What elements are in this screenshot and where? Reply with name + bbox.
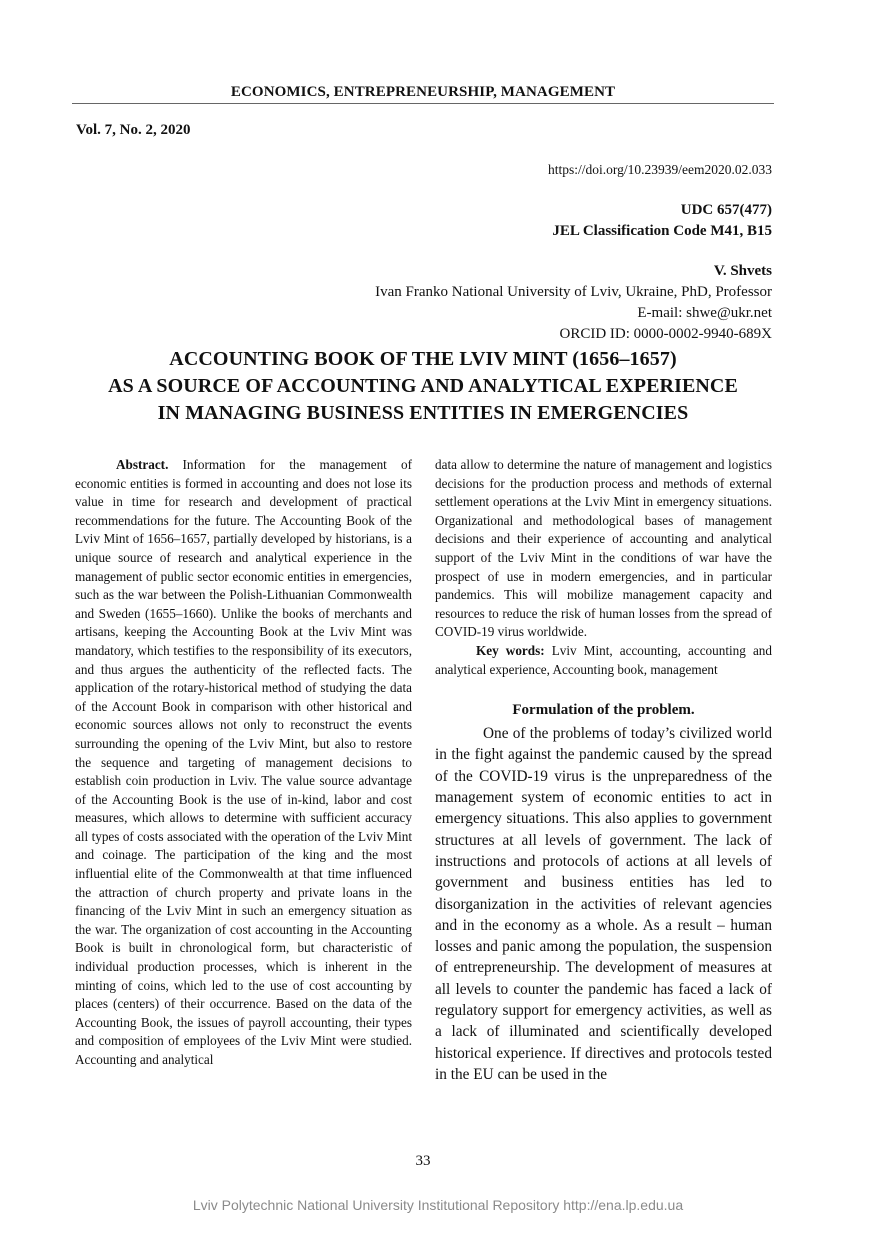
classification-block — [552, 200, 772, 242]
doi-link[interactable]: https://doi.org/10.23939/eem2020.02.033 — [548, 162, 772, 177]
repository-footer: Lviv Polytechnic National University Institutional Repository http://ena.lp.edu.ua — [192, 1197, 684, 1213]
volume-issue: Vol. 7, No. 2, 2020 — [76, 122, 191, 138]
title-line-3: IN MANAGING BUSINESS ENTITIES IN EMERGENCIES — [157, 402, 689, 424]
author-email[interactable]: E-mail: shwe@ukr.net — [637, 305, 772, 321]
left-column — [75, 456, 412, 1070]
section-body-text: One of the problems of today’s civilized world in the fight against the pandemic caused by the spread of the COVID-19 virus is the unpreparedness of the management system of economic entities to act in emergency situations. This also applies to government structures at all levels of government. The lack of instructions and protocols of actions at all levels of government and business entities has led to disorganization in the activities of relevant agencies and in the economy as a whole. As a result – human losses and panic among the population, the suspension of entrepreneurship. The development of measures at all levels to counter the pandemic has faced a lack of regulatory support for emergency activities, as well as a lack of illuminated and scientifically developed historical experience. If directives and protocols tested in the EU can be used in the — [435, 725, 772, 1083]
header-rule-divider — [72, 103, 774, 104]
keywords-paragraph — [435, 642, 772, 679]
abstract-paragraph — [75, 456, 412, 1070]
keywords-text: Lviv Mint, accounting, accounting and analytical experience, Accounting book, management — [435, 642, 772, 677]
abstract-text-left: Information for the management of economic entities is formed in accounting and does not lose its value in time for research and development of practical recommendations for the future. The Accounting Book of the Lviv Mint of 1656–1657, partially developed by historians, is a unique source of research and analytical experience in the management of public sector economic entities in emergencies, such as the war between the Polish-Lithuanian Commonwealth and Sweden (1655–1660). Unlike the books of merchants and artisans, keeping the Accounting Book at the Lviv Mint was mandatory, which testifies to the responsibility of its executors, and thus argues the authenticity of the reflected facts. The application of the rotary-historical method of studying the data of the Account Book in comparison with other historical and economic sources allows not only to reconstruct the events surrounding the opening of the Lviv Mint, but also to restore the sequence and targeting of management decisions to establish coin production in Lviv. The value source advantage of the Accounting Book is the use of in-kind, labor and cost measures, which allows to determine with sufficient accuracy all types of costs associated with the operation of the Lviv Mint and coinage. The participation of the king and the most influential elite of the Commonwealth at that time influenced the attraction of church property and private loans in the financing of the Lviv Mint in such an emergency situation as the war. The organization of cost accounting in the Accounting Book is built in chronological form, but characteristic of individual production processes, which is inherent in the minting of coins, which led to the use of cost accounting by places (centers) of their occurrence. Based on the data of the Accounting Book, the issues of payroll accounting, their types and composition of employees of the Lviv Mint were studied. Accounting and analytical — [75, 457, 412, 1067]
author-block — [375, 261, 772, 345]
author-name: V. Shvets — [713, 263, 772, 279]
section-heading: Formulation of the problem. — [512, 702, 695, 719]
title-line-1: ACCOUNTING BOOK OF THE LVIV MINT (1656–1657) — [169, 348, 677, 370]
article-title — [72, 346, 774, 427]
jel-code: JEL Classification Code M41, B15 — [552, 223, 772, 239]
author-affiliation: Ivan Franko National University of Lviv, Ukraine, PhD, Professor — [375, 284, 772, 300]
keywords-label: Key words: — [476, 642, 545, 658]
author-orcid[interactable]: ORCID ID: 0000-0002-9940-689X — [559, 326, 772, 342]
udc-code: UDC 657(477) — [680, 202, 772, 218]
abstract-continuation — [435, 456, 772, 679]
right-column — [435, 456, 772, 1085]
journal-running-title: ECONOMICS, ENTREPRENEURSHIP, MANAGEMENT — [230, 84, 616, 100]
page-number: 33 — [415, 1153, 431, 1169]
abstract-label: Abstract. — [116, 457, 169, 472]
abstract-text-right: data allow to determine the nature of management and logistics decisions for the production process and methods of external settlement operations at the Lviv Mint in emergency situations. Organizational and methodological bases of management decisions and their experience of accounting and analytical support of the Lviv Mint in the conditions of war have the prospect of use in modern emergencies, and in particular pandemics. This will mobilize management capacity and resources to reduce the risk of human losses from the spread of COVID-19 virus worldwide. — [435, 457, 772, 640]
title-line-2: AS A SOURCE OF ACCOUNTING AND ANALYTICAL EXPERIENCE — [108, 375, 738, 397]
